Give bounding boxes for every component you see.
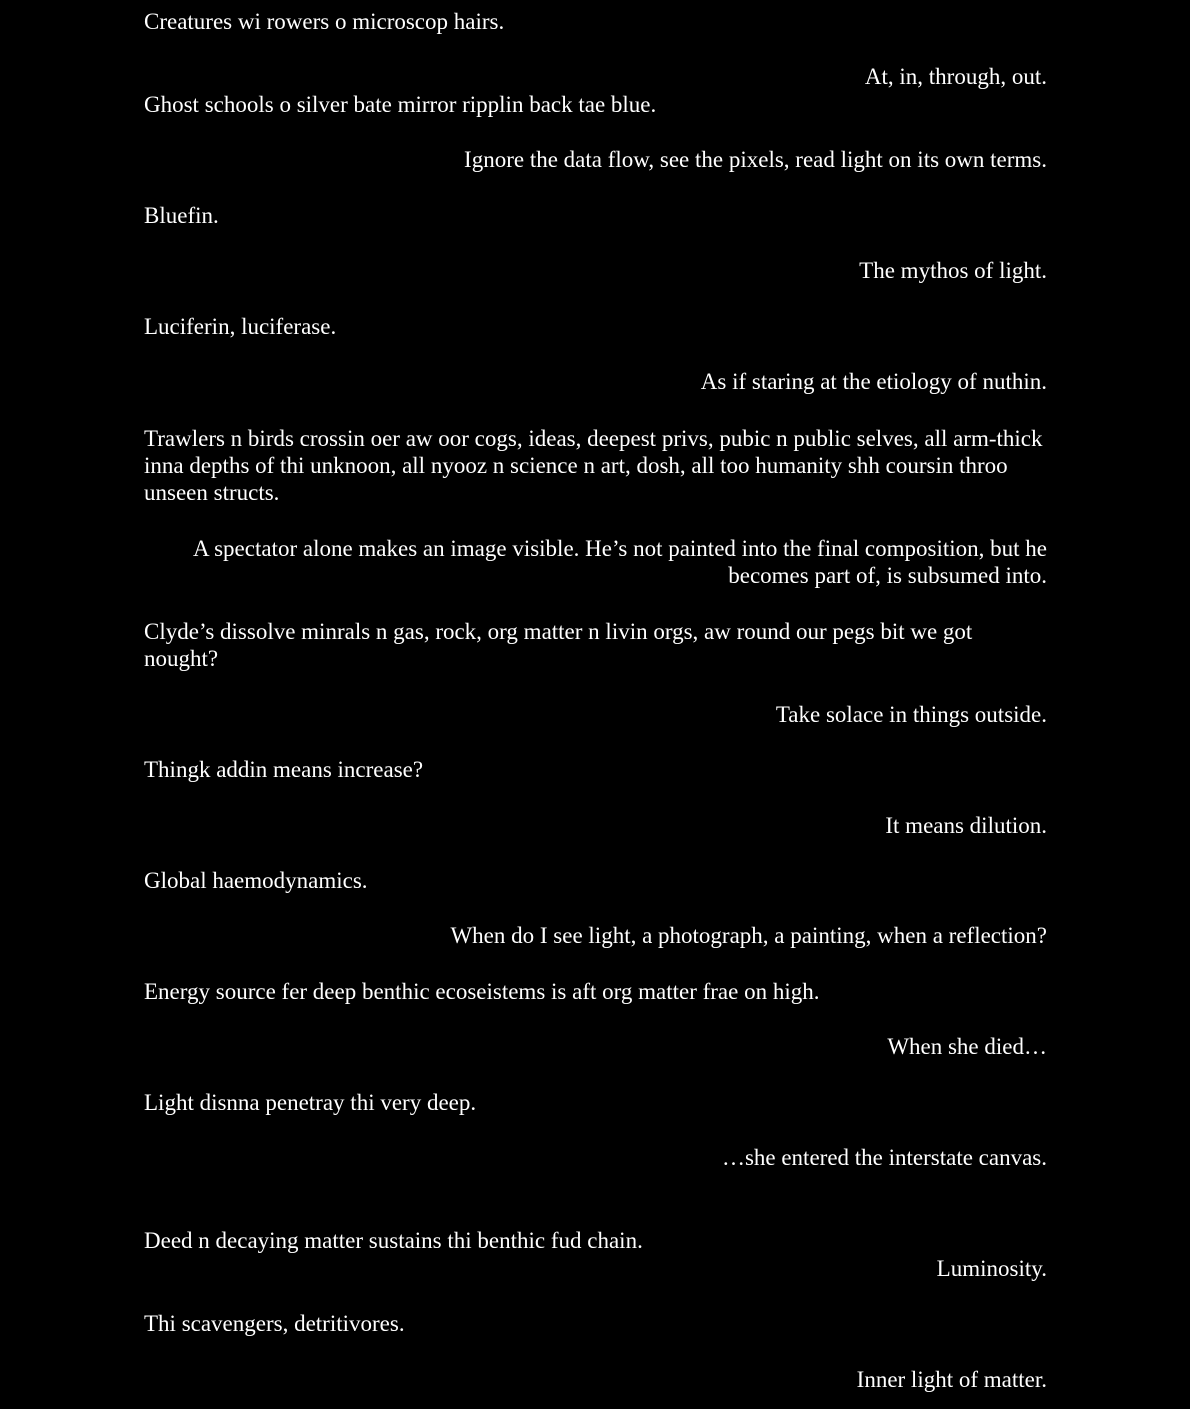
poem-line: …she entered the interstate canvas. — [721, 1145, 1047, 1170]
poem-line: Deed n decaying matter sustains thi benthic fud chain. — [144, 1228, 643, 1253]
poem-line: It means dilution. — [885, 813, 1047, 838]
poem-line: Luminosity. — [936, 1256, 1047, 1281]
poem-line: Thi scavengers, detritivores. — [144, 1311, 405, 1336]
poem-line: Luciferin, luciferase. — [144, 314, 337, 339]
poem-line: Ghost schools o silver bate mirror ripplin back tae blue. — [144, 92, 657, 117]
poem-line: Bluefin. — [144, 203, 219, 228]
poem-line: Inner light of matter. — [856, 1367, 1047, 1392]
poem-line: When do I see light, a photograph, a painting, when a reflection? — [450, 923, 1047, 948]
poem-line: Energy source fer deep benthic ecoseistems is aft org matter frae on high. — [144, 979, 820, 1004]
poem-line: The mythos of light. — [859, 258, 1047, 283]
poem-line: Creatures wi rowers o microscop hairs. — [144, 9, 505, 34]
poem-stanza: A spectator alone makes an image visible. He’s not painted into the final composition, but he becomes part of, is subsumed into. — [193, 536, 1047, 588]
poem-line: As if staring at the etiology of nuthin. — [700, 369, 1047, 394]
poem-line: Global haemodynamics. — [144, 868, 368, 893]
poem-line: When she died… — [887, 1034, 1047, 1059]
poem-stanza: Clyde’s dissolve minrals n gas, rock, org matter n livin orgs, aw round our pegs bit we got nought? — [144, 619, 973, 671]
poem-line: Ignore the data flow, see the pixels, read light on its own terms. — [464, 147, 1047, 172]
poem-line: Take solace in things outside. — [775, 702, 1047, 727]
poem-line: Light disnna penetray thi very deep. — [144, 1090, 477, 1115]
poem-stanza: Trawlers n birds crossin oer aw oor cogs, ideas, deepest privs, pubic n public selves, all arm-thick inna depths of thi unknoon, all nyooz n science n art, dosh, all too humanity shh coursin throo unseen structs. — [144, 426, 1043, 505]
poem-line: At, in, through, out. — [864, 64, 1047, 89]
poem-line: Thingk addin means increase? — [144, 757, 424, 782]
